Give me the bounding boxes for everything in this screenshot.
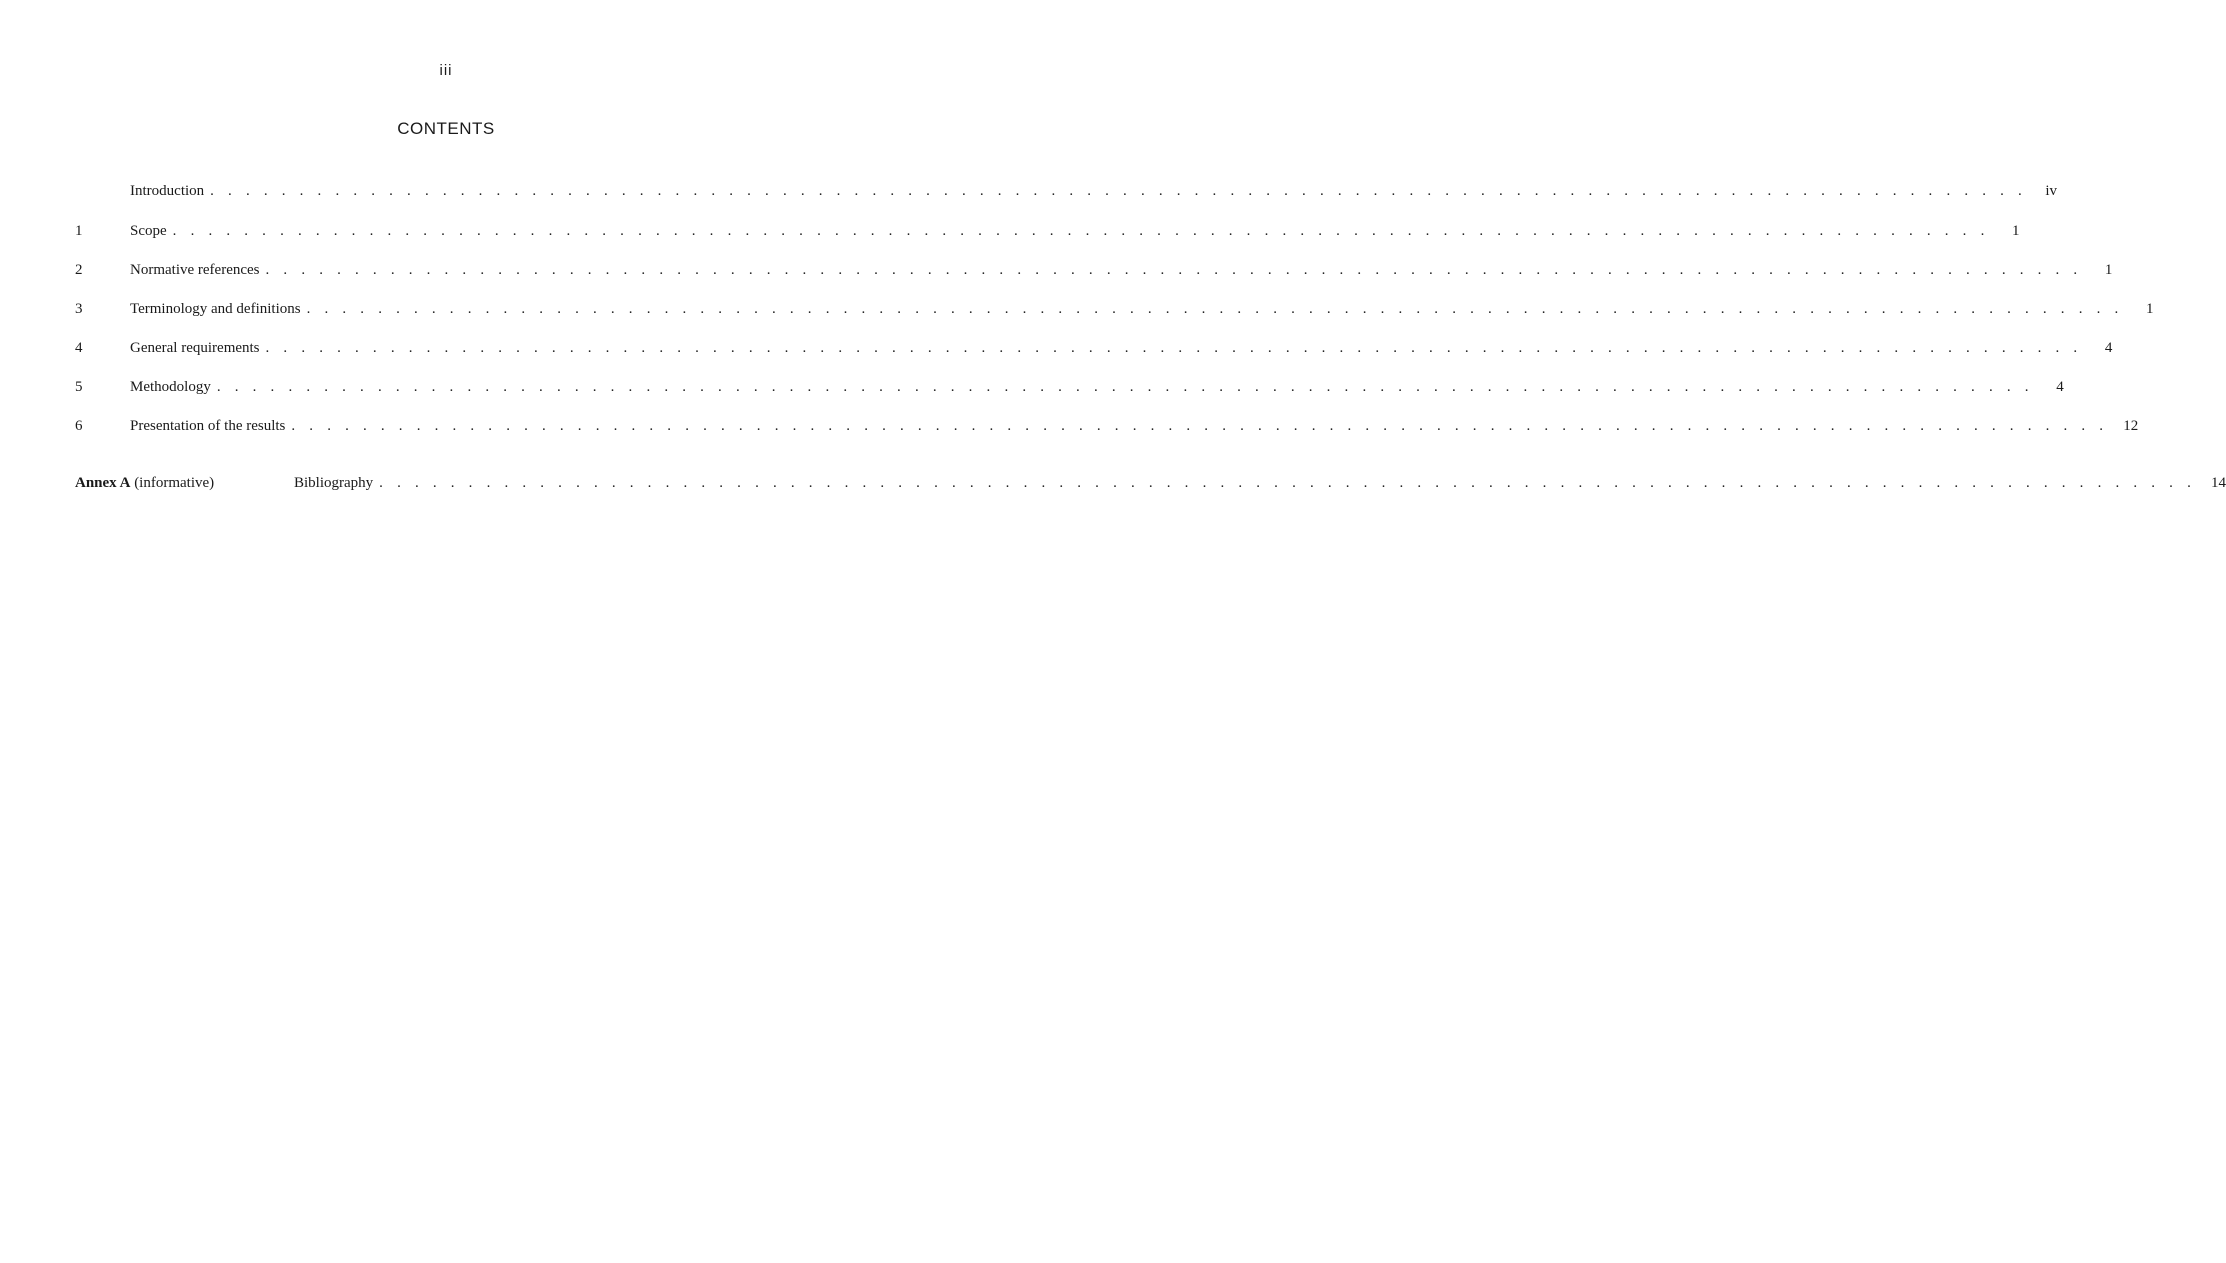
- toc-entry-page: 4: [2056, 379, 2064, 395]
- toc-entry-title[interactable]: Introduction: [130, 183, 205, 199]
- toc-entry-presentation-of-results[interactable]: [0, 415, 2139, 437]
- toc-entry-title[interactable]: Presentation of the results: [130, 418, 286, 434]
- annex-label: [75, 472, 214, 494]
- toc-dot-leader: . . . . . . . . . . . . . . . . . . . . . . . . . . . . . . . . . . . . . . . . . . . . . . . . . . . . . . . . . . . . . . . . . . . . . . . . . . . . . . . . . . . . . . . . . . . . . . . . . . . . . .: [306, 301, 2124, 317]
- toc-dot-leader: . . . . . . . . . . . . . . . . . . . . . . . . . . . . . . . . . . . . . . . . . . . . . . . . . . . . . . . . . . . . . . . . . . . . . . . . . . . . . . . . . . . . . . . . . . . . . . . . . . . . . .: [265, 340, 2083, 356]
- toc-entry-annex-a[interactable]: [0, 472, 2226, 494]
- toc-dot-leader: . . . . . . . . . . . . . . . . . . . . . . . . . . . . . . . . . . . . . . . . . . . . . . . . . . . . . . . . . . . . . . . . . . . . . . . . . . . . . . . . . . . . . . . . . . . . . . . . . . . . . .: [291, 418, 2109, 434]
- toc-entry-introduction[interactable]: [0, 180, 2058, 202]
- toc-entry-number: 3: [75, 301, 83, 317]
- toc-dot-leader: . . . . . . . . . . . . . . . . . . . . . . . . . . . . . . . . . . . . . . . . . . . . . . . . . . . . . . . . . . . . . . . . . . . . . . . . . . . . . . . . . . . . . . . . . . . . . . . . . . . . . .: [379, 475, 2197, 491]
- toc-dot-leader: . . . . . . . . . . . . . . . . . . . . . . . . . . . . . . . . . . . . . . . . . . . . . . . . . . . . . . . . . . . . . . . . . . . . . . . . . . . . . . . . . . . . . . . . . . . . . . . . . . . . . .: [216, 379, 2034, 395]
- page-number: iii: [439, 62, 453, 79]
- annex-label-rest: (informative): [134, 475, 215, 491]
- toc-entry-terminology[interactable]: [0, 298, 2154, 320]
- toc-entry-number: 4: [75, 340, 83, 356]
- page-title: CONTENTS: [397, 119, 495, 138]
- toc-entry-number: 5: [75, 379, 83, 395]
- toc-entry-scope[interactable]: [0, 220, 2020, 242]
- toc-entry-page: 1: [2104, 262, 2113, 278]
- toc-entry-title[interactable]: General requirements: [130, 340, 260, 356]
- toc-dot-leader: . . . . . . . . . . . . . . . . . . . . . . . . . . . . . . . . . . . . . . . . . . . . . . . . . . . . . . . . . . . . . . . . . . . . . . . . . . . . . . . . . . . . . . . . . . . . . . . . . . . . . .: [172, 223, 1990, 239]
- toc-entry-title[interactable]: Bibliography: [294, 475, 374, 491]
- toc-dot-leader: . . . . . . . . . . . . . . . . . . . . . . . . . . . . . . . . . . . . . . . . . . . . . . . . . . . . . . . . . . . . . . . . . . . . . . . . . . . . . . . . . . . . . . . . . . . . . . . . . . . . . .: [265, 262, 2083, 278]
- toc-entry-page: 1: [2145, 301, 2154, 317]
- toc-entry-title[interactable]: Normative references: [130, 262, 260, 278]
- annex-label-bold: Annex A: [75, 475, 131, 491]
- toc-entry-page: iv: [2045, 183, 2058, 199]
- toc-entry-number: 2: [75, 262, 83, 278]
- toc-entry-methodology[interactable]: [0, 376, 2064, 398]
- toc-entry-title[interactable]: Scope: [130, 223, 167, 239]
- toc-entry-normative-references[interactable]: [0, 259, 2113, 281]
- toc-entry-number: 1: [75, 223, 83, 239]
- toc-entry-page: 1: [2012, 223, 2020, 239]
- toc-dot-leader: . . . . . . . . . . . . . . . . . . . . . . . . . . . . . . . . . . . . . . . . . . . . . . . . . . . . . . . . . . . . . . . . . . . . . . . . . . . . . . . . . . . . . . . . . . . . . . . . . . . . . .: [210, 183, 2028, 199]
- toc-entry-title[interactable]: Terminology and definitions: [130, 301, 301, 317]
- toc-entry-general-requirements[interactable]: [0, 337, 2113, 359]
- toc-entry-page: 12: [2123, 418, 2139, 434]
- toc-entry-title[interactable]: Methodology: [130, 379, 211, 395]
- toc-entry-number: 6: [75, 418, 83, 434]
- toc-entry-page: 4: [2104, 340, 2113, 356]
- toc-entry-page: 14: [2211, 475, 2226, 491]
